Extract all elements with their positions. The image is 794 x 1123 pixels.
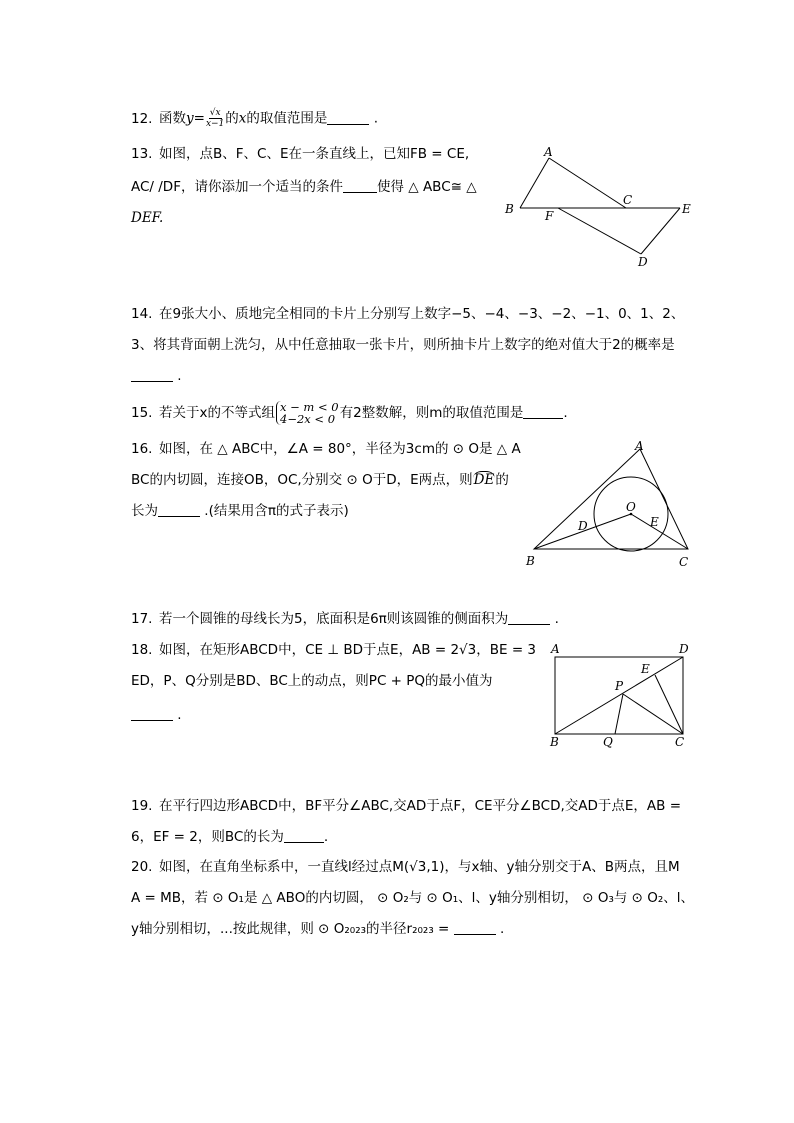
question-14-line-3: .	[131, 367, 182, 385]
question-20-line-1: 20. 如图，在直角坐标系中，一直线l经过点M(√3,1)，与x轴、y轴分别交于A、B两点，且M	[131, 859, 680, 875]
label-E: E	[641, 662, 650, 676]
label-E: E	[650, 515, 659, 529]
label-A: A	[551, 642, 560, 656]
label-P: P	[615, 679, 624, 693]
question-15: 15. 若关于x的不等式组 x − m < 0 4−2x < 0 有2整数解，则m的取值范围是 .	[131, 400, 568, 426]
label-A: A	[544, 145, 553, 159]
label-Q: Q	[603, 735, 613, 749]
answer-blank[interactable]	[327, 112, 369, 125]
label-C: C	[675, 735, 685, 749]
answer-blank[interactable]	[131, 708, 173, 721]
question-17: 17. 若一个圆锥的母线长为5，底面积是6π则该圆锥的侧面积为 .	[131, 611, 559, 627]
question-18-line-3: .	[131, 706, 182, 724]
answer-blank[interactable]	[158, 504, 200, 517]
label-D: D	[679, 642, 689, 656]
figure-16-incircle	[520, 438, 700, 572]
question-19-line-2: 6，EF = 2，则BC的长为 .	[131, 829, 329, 845]
question-14-line-2: 3、将其背面朝上洗匀，从中任意抽取一张卡片，则所抽卡片上数字的绝对值大于2的概率是	[131, 337, 675, 353]
question-20-line-2: A = MB，若 ⊙ O₁是 △ ABO的内切圆， ⊙ O₂与 ⊙ O₁、l、y轴分别相切， ⊙ O₃与 ⊙ O₂、l、	[131, 890, 695, 906]
label-O: O	[626, 500, 636, 514]
label-C: C	[679, 555, 689, 569]
label-D: D	[638, 255, 648, 269]
answer-blank[interactable]	[508, 612, 550, 625]
inequality-system: x − m < 0 4−2x < 0	[276, 401, 339, 425]
question-16-line-3: 长为 .(结果用含π的式子表示)	[131, 503, 349, 519]
label-D: D	[578, 519, 588, 533]
question-12: 12. 函数y= $\frac{√x}{x-1}$ 的x的取值范围是 .	[131, 108, 379, 129]
question-16-line-1: 16. 如图，在 △ ABC中，∠A = 80°，半径为3cm的 ⊙ O是 △ A	[131, 441, 521, 457]
answer-blank[interactable]	[343, 180, 377, 193]
question-number: 12.	[131, 110, 153, 127]
figure-13-triangles	[500, 142, 700, 270]
question-13-line-1: 13. 如图，点B、F、C、E在一条直线上，已知FB = CE,	[131, 146, 470, 162]
question-19-line-1: 19. 在平行四边形ABCD中，BF平分∠ABC,交AD于点F，CE平分∠BCD,交AD于点E，AB =	[131, 798, 682, 814]
question-18-line-2: ED，P、Q分别是BD、BC上的动点，则PC + PQ的最小值为	[131, 673, 493, 689]
question-14-line-1: 14. 在9张大小、质地完全相同的卡片上分别写上数字−5、−4、−3、−2、−1、0、1、2、	[131, 306, 685, 322]
question-13-line-3: DEF.	[131, 210, 164, 226]
answer-blank[interactable]	[284, 830, 324, 843]
question-13-line-2: AC/ /DF，请你添加一个适当的条件 使得 △ ABC≅ △	[131, 179, 477, 195]
arc-notation: DE	[473, 472, 495, 488]
answer-blank[interactable]	[454, 922, 496, 935]
label-B: B	[505, 202, 514, 216]
label-B: B	[526, 554, 535, 568]
label-C: C	[623, 193, 633, 207]
question-16-line-2: BC的内切圆，连接OB，OC,分别交 ⊙ O于D，E两点，则DE的	[131, 472, 509, 488]
answer-blank[interactable]	[131, 369, 173, 382]
fraction: $\frac{√x}{x-1}$	[205, 108, 225, 129]
question-20-line-3: y轴分别相切，...按此规律，则 ⊙ O₂₀₂₃的半径r₂₀₂₃ = .	[131, 921, 505, 937]
label-A: A	[635, 439, 644, 453]
answer-blank[interactable]	[523, 406, 563, 419]
label-E: E	[682, 202, 691, 216]
question-18-line-1: 18. 如图，在矩形ABCD中，CE ⊥ BD于点E，AB = 2√3，BE = 3	[131, 642, 537, 658]
label-F: F	[545, 209, 554, 223]
label-B: B	[550, 735, 559, 749]
figure-18-rectangle	[545, 640, 705, 750]
